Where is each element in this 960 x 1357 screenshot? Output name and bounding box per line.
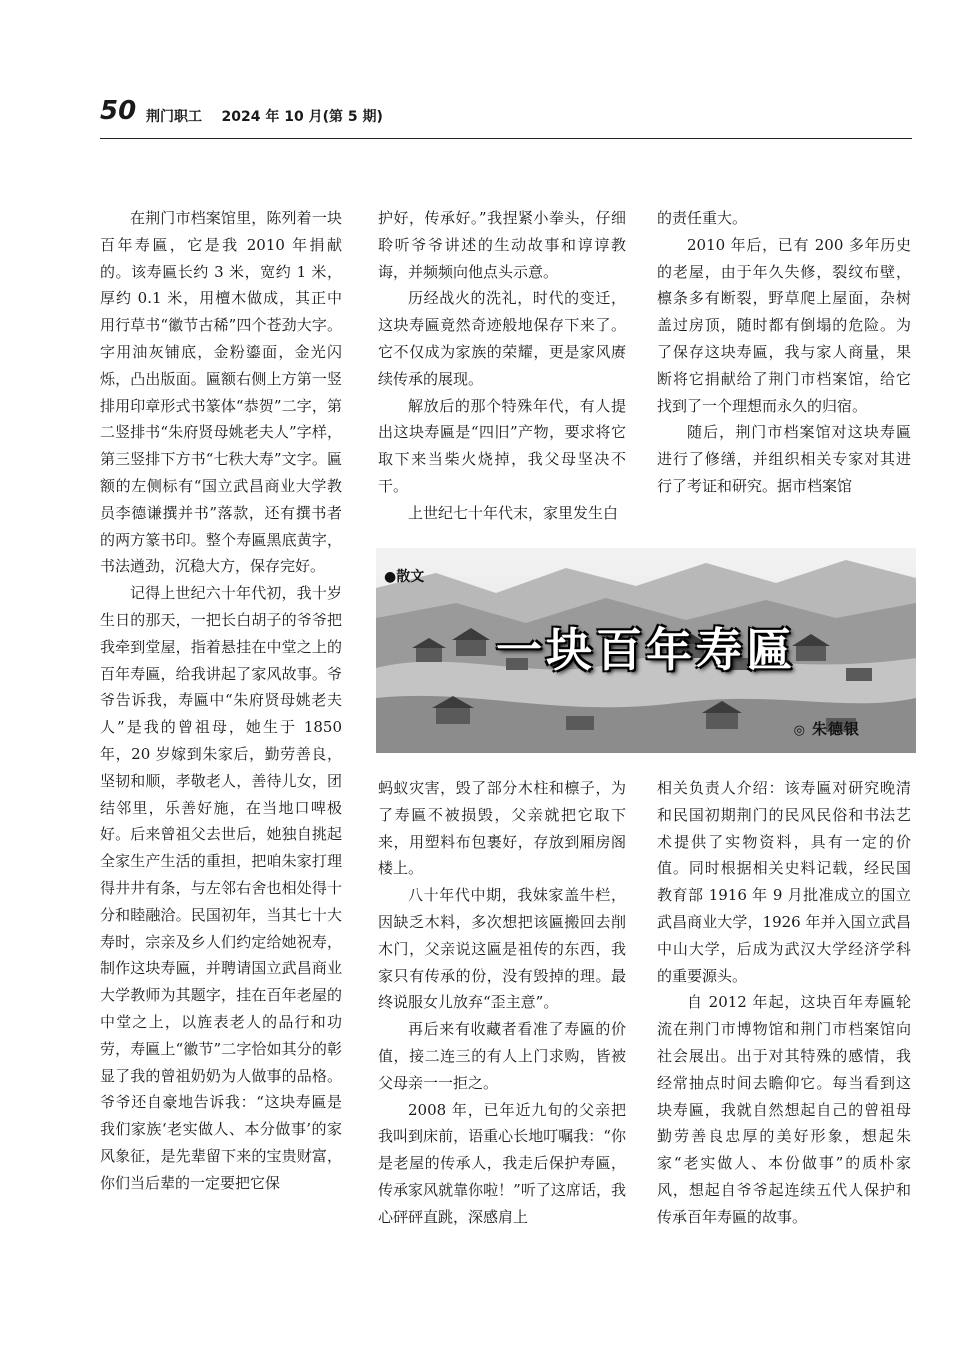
column-1 (100, 205, 342, 1196)
column-2-top (378, 205, 626, 527)
publication-info (146, 106, 383, 126)
paragraph: 历经战火的洗礼，时代的变迁，这块寿匾竟然奇迹般地保存下来了。它不仅成为家族的荣耀，更是家风赓续传承的展现。 (378, 289, 626, 388)
paragraph: 护好，传承好。”我捏紧小拳头，仔细聆听爷爷讲述的生动故事和谆谆教诲，并频频向他点头示意。 (378, 209, 626, 281)
publication-name: 荆门职工 (146, 109, 202, 125)
paragraph: 的责任重大。 (657, 209, 748, 227)
page-number: 50 (100, 96, 137, 126)
category-label: ●散文 (384, 569, 425, 585)
issue-date: 2024 年 10 月(第 5 期) (221, 109, 383, 125)
paragraph: 随后，荆门市档案馆对这块寿匾进行了修缮，并组织相关专家对其进行了考证和研究。据市档案馆 (657, 423, 911, 495)
paragraph: 2010 年后，已有 200 多年历史的老屋，由于年久失修，裂纹布壁，檩条多有断裂，野草爬上屋面，杂树盖过房顶，随时都有倒塌的危险。为了保存这块寿匾，我与家人商量，果断将它捐献给了荆门市档案馆，给它找到了一个理想而永久的归宿。 (657, 235, 911, 415)
page-header (100, 92, 912, 139)
article-title: 一块百年寿匾 (496, 623, 796, 677)
paragraph: 自 2012 年起，这块百年寿匾轮流在荆门市博物馆和荆门市档案馆向社会展出。出于对其特殊的感情，我经常抽点时间去瞻仰它。每当看到这块寿匾，我就自然想起自己的曾祖母勤劳善良忠厚的美好形象，想起朱家“老实做人、本份做事”的质朴家风，想起自爷爷起连续五代人保护和传承百年寿匾的故事。 (657, 993, 911, 1226)
column-2-bottom (378, 775, 626, 1231)
paragraph: 八十年代中期，我妹家盖牛栏，因缺乏木料，多次想把该匾搬回去削木门，父亲说这匾是祖传的东西，我家只有传承的份，没有毁掉的理。最终说服女儿放弃“歪主意”。 (378, 886, 626, 1012)
column-3-bottom (657, 775, 911, 1231)
paragraph: 相关负责人介绍：该寿匾对研究晚清和民国初期荆门的民风民俗和书法艺术提供了实物资料，具有一定的价值。同时根据相关史料记载，经民国教育部 1916 年 9 月批准成立的国立武昌商业大学，1926 年并入国立武昌中山大学，后成为武汉大学经济学科的重要源头。 (657, 779, 911, 985)
paragraph: 2008 年，已年近九旬的父亲把我叫到床前，语重心长地叮嘱我：“你是老屋的传承人，我走后保护寿匾，传承家风就靠你啦！”听了这席话，我心砰砰直跳，深感肩上 (378, 1100, 626, 1226)
paragraph: 上世纪七十年代末，家里发生白 (408, 503, 619, 522)
author-name: 朱德银 (811, 720, 860, 738)
paragraph: 蚂蚁灾害，毁了部分木柱和檩子，为了寿匾不被损毁，父亲就把它取下来，用塑料布包裹好，存放到厢房阁楼上。 (378, 779, 626, 878)
column-3-top (657, 205, 911, 500)
paragraph: 记得上世纪六十年代初，我十岁生日的那天，一把长白胡子的爷爷把我牵到堂屋，指着悬挂在中堂之上的百年寿匾，给我讲起了家风故事。爷爷告诉我，寿匾中“朱府贤母姚老夫人”是我的曾祖母，她生于 1850 年，20 岁嫁到朱家后，勤劳善良，坚韧和顺，孝敬老人，善待儿女，团结邻里，乐善好施，在当地口啤极好。后来曾祖父去世后，她独自挑起全家生产生活的重担，把咱朱家打理得井井有条，与左邻右舍也相处得十分和睦融洽。民国初年，当其七十大寿时，宗亲及乡人们约定给她祝寿，制作这块寿匾，并聘请国立武昌商业大学教师为其题字，挂在百年老屋的中堂之上，以旌表老人的品行和功劳，寿匾上“徽节”二字恰如其分的彰显了我的曾祖奶奶为人做事的品格。爷爷还自豪地告诉我：“这块寿匾是我们家族‘老实做人、本分做事’的家风象征，是先辈留下来的宝贵财富，你们当后辈的一定要把它保 (100, 584, 342, 1192)
author-byline (794, 718, 860, 739)
paragraph: 再后来有收藏者看准了寿匾的价值，接二连三的有人上门求购，皆被父母亲一一拒之。 (378, 1020, 626, 1092)
paragraph: 解放后的那个特殊年代，有人提出这块寿匾是“四旧”产物，要求将它取下来当柴火烧掉，我父母坚决不干。 (378, 396, 626, 495)
article-banner (376, 548, 916, 753)
paragraph: 在荆门市档案馆里，陈列着一块百年寿匾，它是我 2010 年捐献的。该寿匾长约 3 米，宽约 1 米，厚约 0.1 米，用檀木做成，其正中用行草书“徽节古稀”四个苍劲大字。字用油灰铺底，金粉鎏面，金光闪烁，凸出版面。匾额右侧上方第一竖排用印章形式书篆体“恭贺”二字，第二竖排书“朱府贤母姚老夫人”字样，第三竖排下方书“七秩大寿”文字。匾额的左侧标有“国立武昌商业大学教员李德谦撰并书”落款，还有撰书者的两方篆书印。整个寿匾黑底黄字，书法遒劲，沉稳大方，保存完好。 (100, 209, 342, 576)
author-mark-icon: ◎ (793, 723, 806, 738)
